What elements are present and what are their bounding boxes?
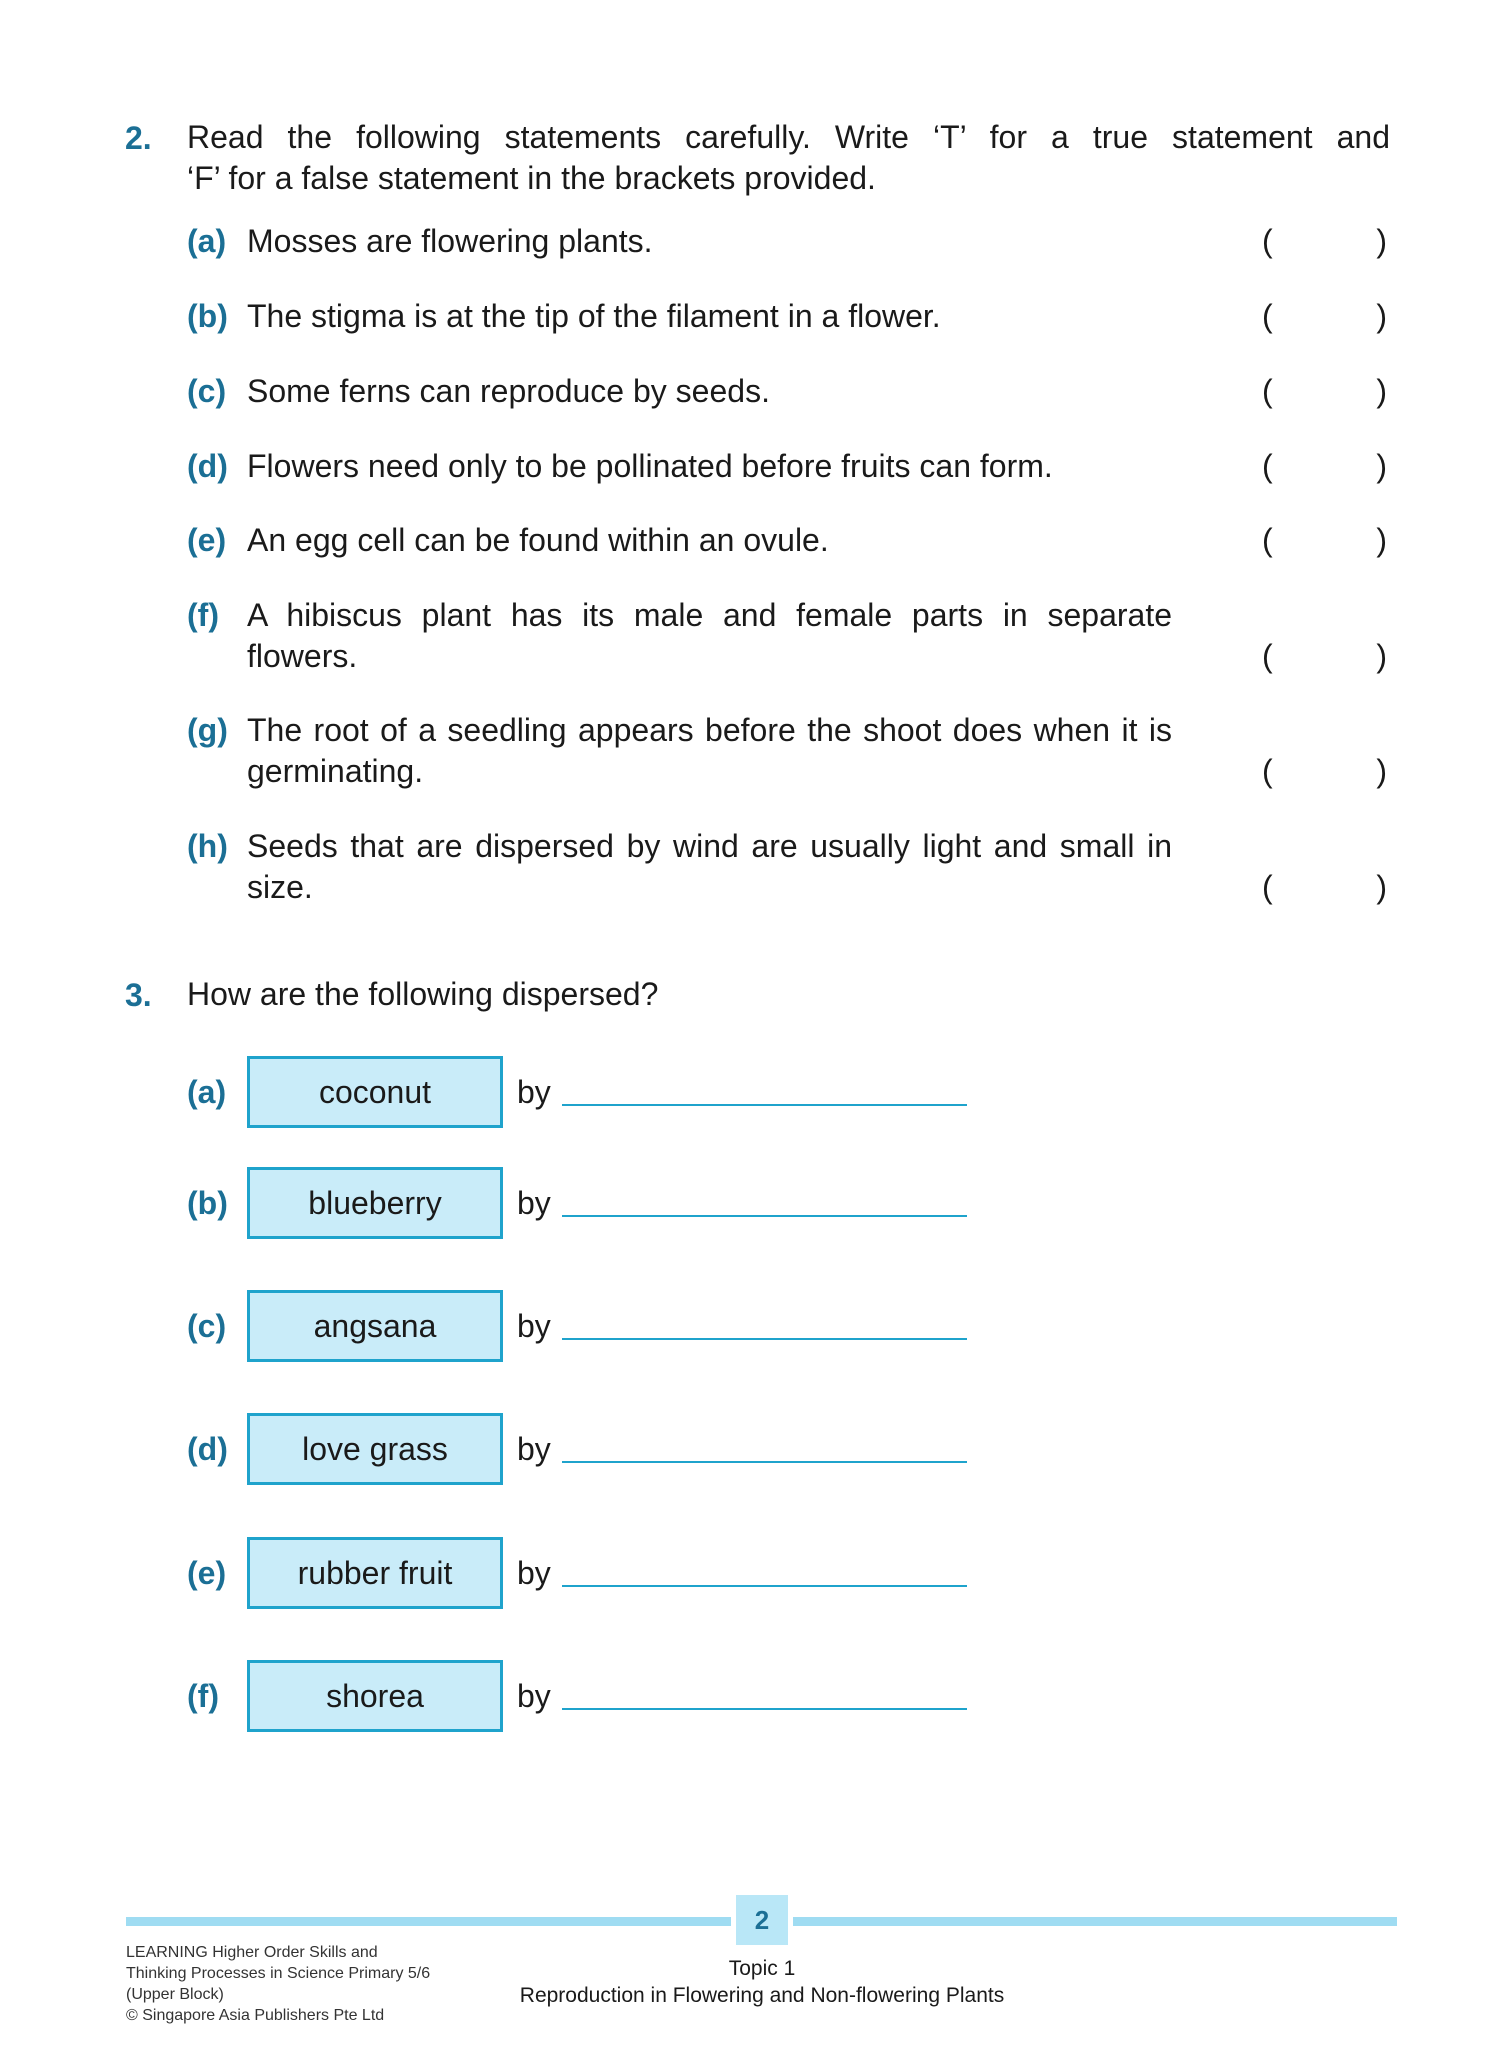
answer-line[interactable] <box>562 1585 967 1587</box>
answer-line[interactable] <box>562 1461 967 1463</box>
answer-bracket[interactable]: ( ) <box>1262 869 1387 905</box>
answer-line[interactable] <box>562 1708 967 1710</box>
topic-footer <box>460 1955 1064 2009</box>
fruit-box: shorea <box>247 1660 503 1732</box>
by-label: by <box>517 1074 551 1110</box>
statement-label: (e) <box>187 522 227 558</box>
answer-bracket[interactable]: ( ) <box>1262 448 1387 484</box>
fruit-box: love grass <box>247 1413 503 1485</box>
statement-label: (d) <box>187 448 228 484</box>
fruit-box: blueberry <box>247 1167 503 1239</box>
answer-line[interactable] <box>562 1104 967 1106</box>
statement-text: Seeds that are dispersed by wind are usually light and small in <box>247 828 1172 864</box>
by-label: by <box>517 1308 551 1344</box>
footer-bar-left <box>126 1917 731 1926</box>
statement-text: The root of a seedling appears before the shoot does when it is <box>247 712 1172 748</box>
row-label: (d) <box>187 1431 228 1467</box>
answer-bracket[interactable]: ( ) <box>1262 373 1387 409</box>
statement-text: A hibiscus plant has its male and female parts in separate <box>247 597 1172 633</box>
statement-label: (c) <box>187 373 227 409</box>
dispersal-row-e <box>187 1537 1387 1617</box>
dispersal-row-a <box>187 1056 1387 1136</box>
question-2-text-line2: ‘F’ for a false statement in the brackets provided. <box>187 160 876 196</box>
row-label: (b) <box>187 1185 228 1221</box>
row-label: (c) <box>187 1308 227 1344</box>
dispersal-row-d <box>187 1413 1387 1493</box>
question-2-text-line1: Read the following statements carefully. Write ‘T’ for a true statement and <box>187 119 1390 155</box>
answer-bracket[interactable]: ( ) <box>1262 223 1387 259</box>
statement-text: An egg cell can be found within an ovule. <box>247 522 829 558</box>
statement-text: The stigma is at the tip of the filament in a flower. <box>247 298 941 334</box>
page-number: 2 <box>736 1895 788 1945</box>
dispersal-row-b <box>187 1167 1387 1247</box>
statement-label: (h) <box>187 828 228 864</box>
statement-label: (b) <box>187 298 228 334</box>
dispersal-row-c <box>187 1290 1387 1370</box>
row-label: (a) <box>187 1074 227 1110</box>
statement-text-continued: germinating. <box>247 753 424 789</box>
answer-line[interactable] <box>562 1215 967 1217</box>
question-2-number: 2. <box>125 120 152 156</box>
answer-bracket[interactable]: ( ) <box>1262 522 1387 558</box>
fruit-box: angsana <box>247 1290 503 1362</box>
fruit-box: coconut <box>247 1056 503 1128</box>
row-label: (f) <box>187 1678 219 1714</box>
statement-text: Some ferns can reproduce by seeds. <box>247 373 770 409</box>
statement-text: Mosses are flowering plants. <box>247 223 653 259</box>
answer-bracket[interactable]: ( ) <box>1262 298 1387 334</box>
by-label: by <box>517 1678 551 1714</box>
dispersal-row-f <box>187 1660 1387 1740</box>
statement-text-continued: flowers. <box>247 638 358 674</box>
question-3-number: 3. <box>125 977 152 1013</box>
statement-label: (f) <box>187 597 219 633</box>
answer-bracket[interactable]: ( ) <box>1262 753 1387 789</box>
answer-bracket[interactable]: ( ) <box>1262 638 1387 674</box>
question-3-text: How are the following dispersed? <box>187 976 659 1012</box>
by-label: by <box>517 1431 551 1467</box>
answer-line[interactable] <box>562 1338 967 1340</box>
topic-label: Topic 1 <box>728 1957 796 1980</box>
row-label: (e) <box>187 1555 227 1591</box>
statement-label: (a) <box>187 223 227 259</box>
by-label: by <box>517 1555 551 1591</box>
fruit-box: rubber fruit <box>247 1537 503 1609</box>
footer-bar-right <box>793 1917 1397 1926</box>
statement-text-continued: size. <box>247 869 313 905</box>
statement-text: Flowers need only to be pollinated before fruits can form. <box>247 448 1053 484</box>
book-credit: LEARNING Higher Order Skills and Thinking Processes in Science Primary 5/6 (Upper Block) © Singapore Asia Publishers Pte Ltd <box>126 1944 431 2024</box>
by-label: by <box>517 1185 551 1221</box>
statement-label: (g) <box>187 712 228 748</box>
topic-title: Reproduction in Flowering and Non-flowering Plants <box>519 1984 1005 2007</box>
